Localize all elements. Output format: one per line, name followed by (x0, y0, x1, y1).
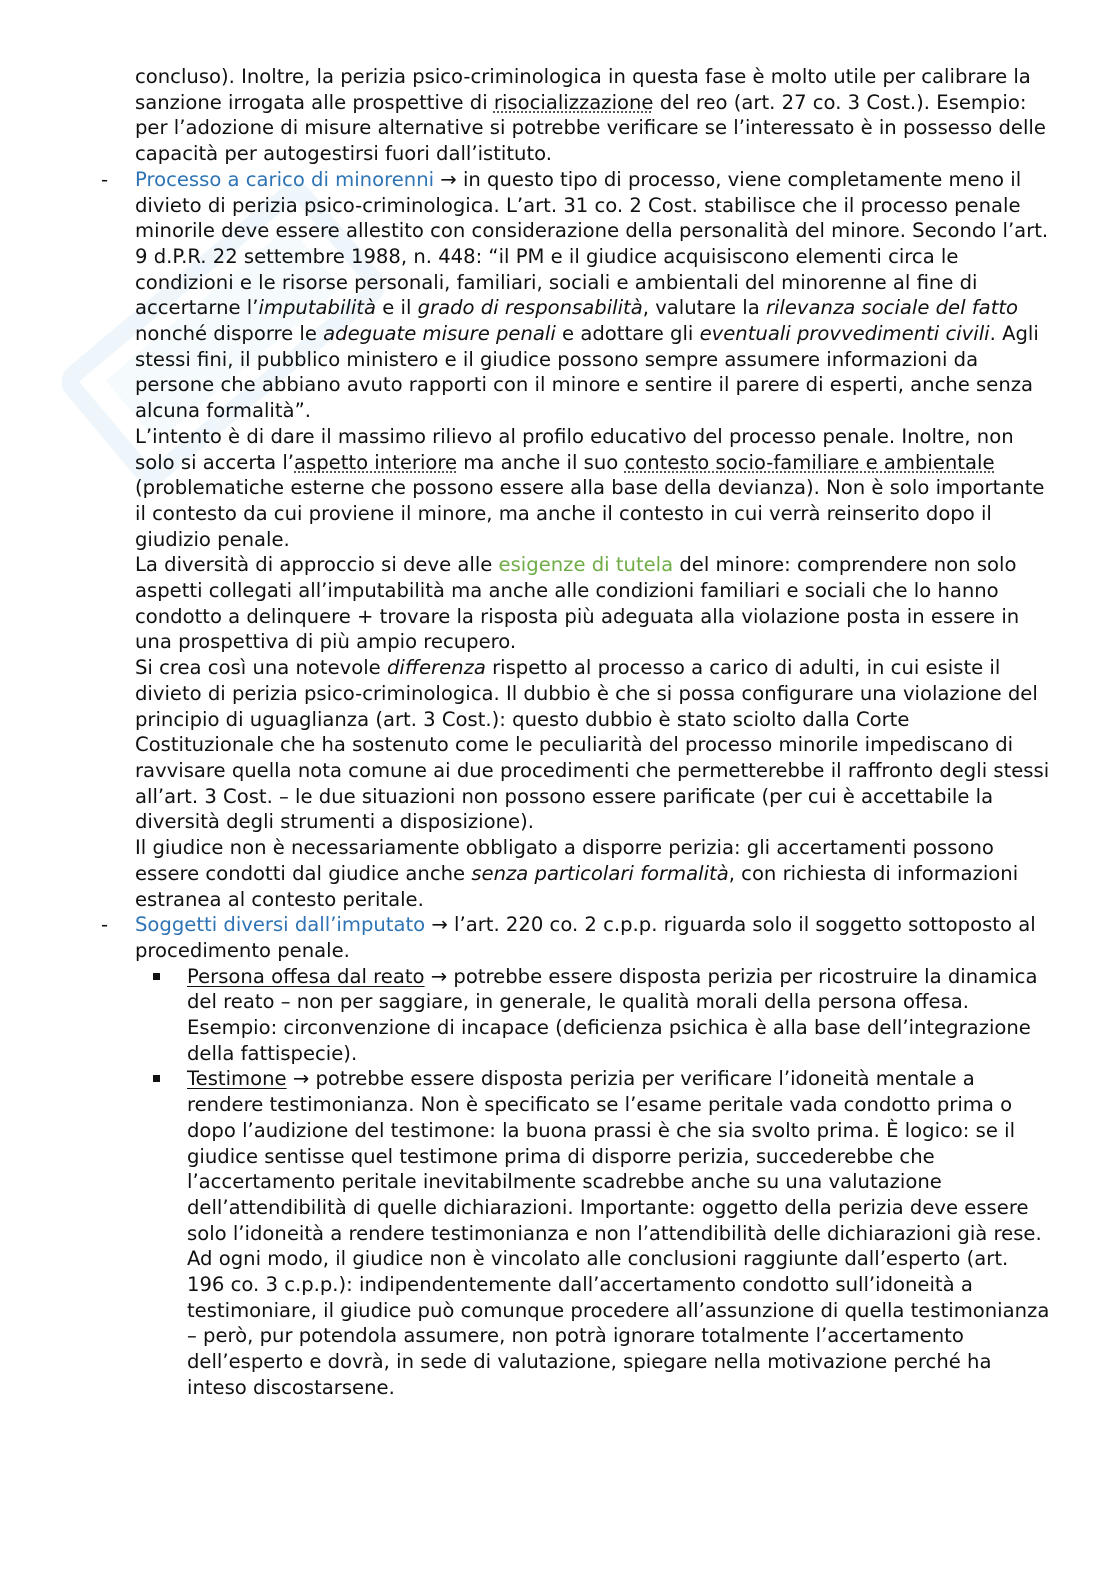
paragraph-soggetti: Soggetti diversi dall’imputato → l’art. 220 co. 2 c.p.p. riguarda solo il soggetto sottoposto al procedimento penale. (135, 913, 1036, 962)
arrow-icon: → (431, 913, 448, 937)
dash-bullet: - (101, 913, 109, 937)
paragraph-intento: L’intento è di dare il massimo rilievo al profilo educativo del processo penale. Inoltre, non solo si accerta l’aspetto interiore ma anche il suo contesto socio-familiare e ambientale (problematiche esterne che possono essere alla base della devianza). Non è solo importante il contesto da cui proviene il minore, ma anche il contesto in cui verrà reinserito dopo il giudizio penale. (135, 424, 1045, 551)
dash-bullet: - (101, 167, 109, 191)
paragraph-testimone-2: Ad ogni modo, il giudice non è vincolato alle conclusioni raggiunte dall’esperto (art. 196 co. 3 c.p.p.): indipendentemente dall’accertamento condotto sull’idoneità a testimoniare, il giudice può comunque procedere all’assunzione di quella testimonianza – però, pur potendola assumere, non potrà ignorare totalmente l’accertamento dell’esperto e dovrà, in sede di valutazione, spiegare nella motivazione perché ha inteso discostarsene. (187, 1247, 1050, 1399)
subbullet-persona-offesa: Persona offesa dal reato → potrebbe essere disposta perizia per ricostruire la dinamica del reato – non per saggiare, in generale, le qualità morali della persona offesa. Esempio: circonvenzione di incapace (deficienza psichica è alla base dell’integrazione della fattispecie). (187, 964, 1050, 1067)
highlight-esigenze: esigenze di tutela (498, 553, 674, 577)
paragraph-intro: concluso). Inoltre, la perizia psico-criminologica in questa fase è molto utile per calibrare la sanzione irrogata alle prospettive di risocializzazione del reo (art. 27 co. 3 Cost.). Esempio: per l’adozione di misure alternative si potrebbe verificare se l’interessato è in possesso delle capacità per autogestirsi fuori dall’istituto. (135, 65, 1046, 166)
subbullet-testimone: Testimone → potrebbe essere disposta perizia per verificare l’idoneità mentale a rendere testimonianza. Non è specificato se l’esame peritale vada condotto prima o dopo l’audizione del testimone: la buona prassi è che sia svolto prima. È logico: se il giudice sentisse quel testimone prima di disporre perizia, succederebbe che l’accertamento peritale inevitabilmente scadrebbe anche su una valutazione dell’attendibilità di quelle dichiarazioni. Importante: oggetto della perizia deve essere solo l’idoneità a rendere testimonianza e non l’attendibilità delle dichiarazioni già rese. Ad ogni modo, il giudice non è vincolato alle conclusioni raggiunte dall’esperto (art. 196 co. 3 c.p.p.): indipendentemente dall’accertamento condotto sull’idoneità a testimoniare, il giudice può comunque procedere all’assunzione di quella testimonianza – però, pur potendola assumere, non potrà ignorare totalmente l’accertamento dell’esperto e dovrà, in sede di valutazione, spiegare nella motivazione perché ha inteso discostarsene. (187, 1066, 1050, 1400)
paragraph-giudice: Il giudice non è necessariamente obbligato a disporre perizia: gli accertamenti possono essere condotti dal giudice anche senza particolari formalità, con richiesta di informazioni estranea al contesto peritale. (135, 836, 1019, 911)
dotted-term: risocializzazione (493, 90, 654, 114)
arrow-icon: → (440, 167, 457, 191)
arrow-icon: → (430, 964, 448, 988)
square-bullet-icon (153, 1075, 160, 1082)
heading-soggetti: Soggetti diversi dall’imputato (135, 913, 426, 937)
bullet-minorenni (101, 167, 1050, 912)
paragraph-diversita: La diversità di approccio si deve alle esigenze di tutela del minore: comprendere non solo aspetti collegati all’imputabilità ma anche alle condizioni familiari e sociali che lo hanno condotto a delinquere + trovare la risposta più adeguata alla violazione posta in essere in una prospettiva di più ampio recupero. (135, 553, 1020, 654)
paragraph-differenza: Si crea così una notevole differenza rispetto al processo a carico di adulti, in cui esiste il divieto di perizia psico-criminologica. Il dubbio è che si possa configurare una violazione del principio di uguaglianza (art. 3 Cost.): questo dubbio è stato sciolto dalla Corte Costituzionale che ha sostenuto come le peculiarità del processo minorile impediscano di ravvisare quella nota comune ai due procedimenti che permetterebbe il raffronto degli stessi all’art. 3 Cost. – le due situazioni non possono essere parificate (per cui è accettabile la diversità degli strumenti a disposizione). (135, 656, 1050, 834)
square-bullet-icon (153, 973, 160, 980)
paragraph-minorenni: Processo a carico di minorenni → in questo tipo di processo, viene completamente meno il divieto di perizia psico-criminologica. L’art. 31 co. 2 Cost. stabilisce che il processo penale minorile deve essere allestito con considerazione della personalità del minore. Secondo l’art. 9 d.P.R. 22 settembre 1988, n. 448: “il PM e il giudice acquisiscono elementi circa le condizioni e le risorse personali, familiari, sociali e ambientali del minorenne al fine di accertarne l’imputabilità e il grado di responsabilità, valutare la rilevanza sociale del fatto nonché disporre le adeguate misure penali e adottare gli eventuali provvedimenti civili. Agli stessi fini, il pubblico ministero e il giudice possono sempre assumere informazioni da persone che abbiano avuto rapporti con il minore e sentire il parere di esperti, anche senza alcuna formalità”. (135, 167, 1049, 423)
document-body (101, 64, 1050, 1401)
arrow-icon: → (292, 1067, 310, 1091)
term-persona-offesa: Persona offesa dal reato (187, 964, 425, 988)
bullet-soggetti (101, 912, 1050, 1400)
heading-minorenni: Processo a carico di minorenni (135, 167, 435, 191)
term-testimone: Testimone (187, 1067, 287, 1091)
